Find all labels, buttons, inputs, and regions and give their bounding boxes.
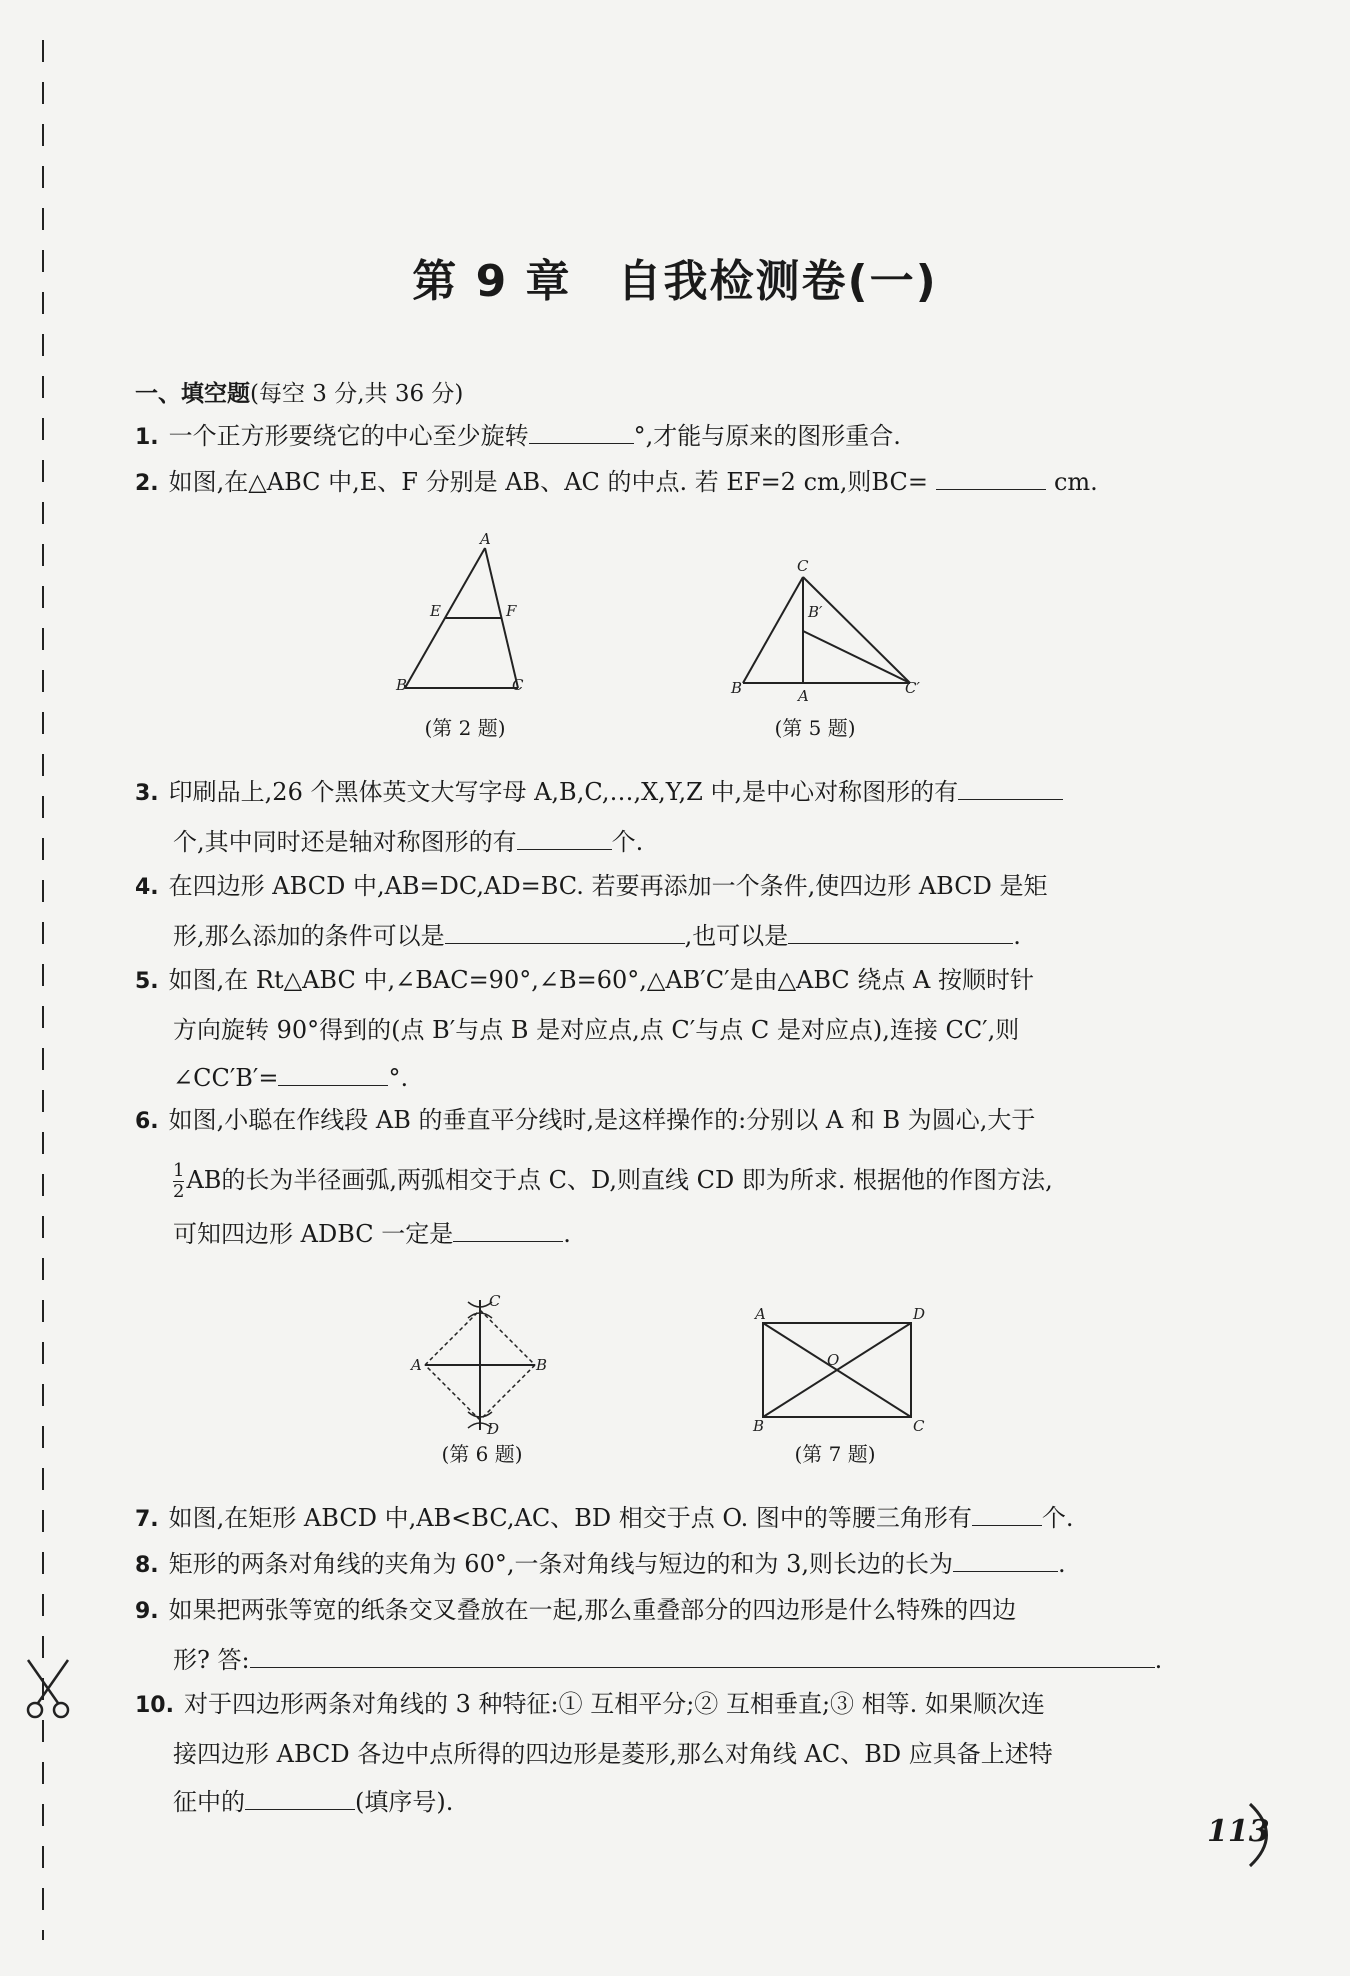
question-text: (填序号). — [355, 1788, 454, 1816]
answer-blank[interactable] — [517, 823, 612, 850]
question-text: 如图,在 Rt△ABC 中,∠BAC=90°,∠B=60°,△AB′C′是由△ABC 绕点 A 按顺时针 — [168, 966, 1035, 994]
question-text: 征中的 — [173, 1788, 245, 1816]
question-text: 接四边形 ABCD 各边中点所得的四边形是菱形,那么对角线 AC、BD 应具备上述特 — [173, 1740, 1053, 1768]
question-6 — [135, 1096, 1195, 1258]
question-number: 4. — [135, 875, 159, 900]
question-text: AB的长为半径画弧,两弧相交于点 C、D,则直线 CD 即为所求. 根据他的作图方法, — [186, 1166, 1053, 1194]
question-3 — [135, 768, 1195, 866]
section-label: 一、填空题 — [135, 381, 250, 407]
question-number: 2. — [135, 471, 159, 496]
scissors-icon — [18, 1655, 78, 1725]
answer-blank[interactable] — [529, 417, 634, 444]
question-text: . — [1058, 1550, 1066, 1578]
question-text: 在四边形 ABCD 中,AB=DC,AD=BC. 若要再添加一个条件,使四边形 ABCD 是矩 — [168, 872, 1048, 900]
answer-blank[interactable] — [788, 917, 1013, 944]
label-B-prime: B′ — [808, 603, 823, 621]
question-number: 9. — [135, 1599, 159, 1624]
question-text: 对于四边形两条对角线的 3 种特征:① 互相平分;② 互相垂直;③ 相等. 如果顺次连 — [183, 1690, 1045, 1718]
label-D: D — [913, 1305, 926, 1323]
question-4 — [135, 862, 1195, 960]
label-B: B — [536, 1356, 548, 1374]
question-text: 个,其中同时还是轴对称图形的有 — [173, 828, 517, 856]
answer-blank[interactable] — [953, 1545, 1058, 1572]
page-number — [1195, 1800, 1285, 1870]
question-1 — [135, 412, 1195, 462]
question-text: 矩形的两条对角线的夹角为 60°,一条对角线与短边的和为 3,则长边的长为 — [168, 1550, 953, 1578]
question-5 — [135, 956, 1195, 1102]
label-D: D — [487, 1420, 500, 1438]
label-C: C — [797, 557, 809, 575]
question-text: °,才能与原来的图形重合. — [633, 422, 901, 450]
figure-5-triangle — [725, 555, 935, 705]
question-text: . — [1154, 1646, 1163, 1674]
question-text: °. — [388, 1064, 409, 1092]
page-number-text: 113 — [1207, 1814, 1270, 1849]
label-C: C — [489, 1292, 501, 1310]
page-title: 第 9 章 自我检测卷(一) — [412, 256, 938, 307]
question-number: 6. — [135, 1109, 159, 1134]
question-number: 3. — [135, 781, 159, 806]
question-text: 印刷品上,26 个黑体英文大写字母 A,B,C,…,X,Y,Z 中,是中心对称图形的有 — [168, 778, 959, 806]
figure-2-triangle — [390, 530, 550, 700]
label-B: B — [396, 676, 408, 694]
question-text: . — [563, 1220, 571, 1248]
answer-blank[interactable] — [453, 1215, 563, 1242]
question-text: 方向旋转 90°得到的(点 B′与点 B 是对应点,点 C′与点 C 是对应点),连接 CC′,则 — [173, 1016, 1020, 1044]
figure-2-caption: (第 2 题) — [424, 716, 506, 740]
label-A: A — [798, 687, 809, 705]
answer-blank[interactable] — [245, 1783, 355, 1810]
figure-5-caption: (第 5 题) — [774, 716, 856, 740]
question-text: 如果把两张等宽的纸条交叉叠放在一起,那么重叠部分的四边形是什么特殊的四边 — [168, 1596, 1017, 1624]
answer-blank[interactable] — [936, 463, 1046, 490]
answer-blank[interactable] — [445, 917, 685, 944]
figure-7-rectangle — [745, 1305, 935, 1435]
figure-7-caption: (第 7 题) — [794, 1442, 876, 1466]
question-text: ,也可以是 — [684, 922, 789, 950]
label-C: C — [913, 1417, 925, 1435]
question-number: 5. — [135, 969, 159, 994]
question-text: 一个正方形要绕它的中心至少旋转 — [168, 422, 529, 450]
question-text: 如图,小聪在作线段 AB 的垂直平分线时,是这样操作的:分别以 A 和 B 为圆心,大于 — [168, 1106, 1036, 1134]
question-text: 如图,在矩形 ABCD 中,AB<BC,AC、BD 相交于点 O. 图中的等腰三角形有 — [168, 1504, 972, 1532]
answer-blank[interactable] — [958, 773, 1063, 800]
answer-blank[interactable] — [278, 1059, 388, 1086]
section-heading — [135, 375, 463, 408]
label-C: C — [512, 676, 524, 694]
question-number: 10. — [135, 1693, 174, 1718]
section-note: (每空 3 分,共 36 分) — [250, 381, 464, 407]
answer-blank[interactable] — [250, 1641, 1155, 1668]
label-A: A — [480, 530, 491, 548]
question-text: cm. — [1053, 468, 1098, 496]
label-F: F — [506, 602, 517, 620]
fraction-one-half — [173, 1161, 184, 1202]
question-7 — [135, 1494, 1195, 1544]
question-text: 形? 答: — [173, 1646, 250, 1674]
question-text: 个. — [611, 828, 644, 856]
answer-blank[interactable] — [972, 1499, 1042, 1526]
question-text: 个. — [1041, 1504, 1074, 1532]
label-O: O — [827, 1351, 840, 1369]
fraction-denominator: 2 — [173, 1181, 185, 1202]
question-8 — [135, 1540, 1195, 1590]
label-A: A — [411, 1356, 422, 1374]
question-text: 形,那么添加的条件可以是 — [173, 922, 445, 950]
question-9 — [135, 1586, 1195, 1684]
question-text: ∠CC′B′= — [173, 1064, 279, 1092]
question-text: . — [1013, 922, 1021, 950]
label-A: A — [755, 1305, 766, 1323]
question-number: 8. — [135, 1553, 159, 1578]
question-number: 7. — [135, 1507, 159, 1532]
question-10 — [135, 1680, 1195, 1826]
label-C-prime: C′ — [905, 679, 920, 697]
question-text: 可知四边形 ADBC 一定是 — [173, 1220, 454, 1248]
fraction-numerator: 1 — [173, 1160, 185, 1181]
figure-6-construction — [405, 1290, 555, 1440]
label-E: E — [430, 602, 441, 620]
label-B: B — [753, 1417, 765, 1435]
figure-6-caption: (第 6 题) — [441, 1442, 523, 1466]
question-number: 1. — [135, 425, 159, 450]
label-B: B — [731, 679, 743, 697]
question-text: 如图,在△ABC 中,E、F 分别是 AB、AC 的中点. 若 EF=2 cm,则BC= — [168, 468, 928, 496]
question-2 — [135, 458, 1195, 508]
